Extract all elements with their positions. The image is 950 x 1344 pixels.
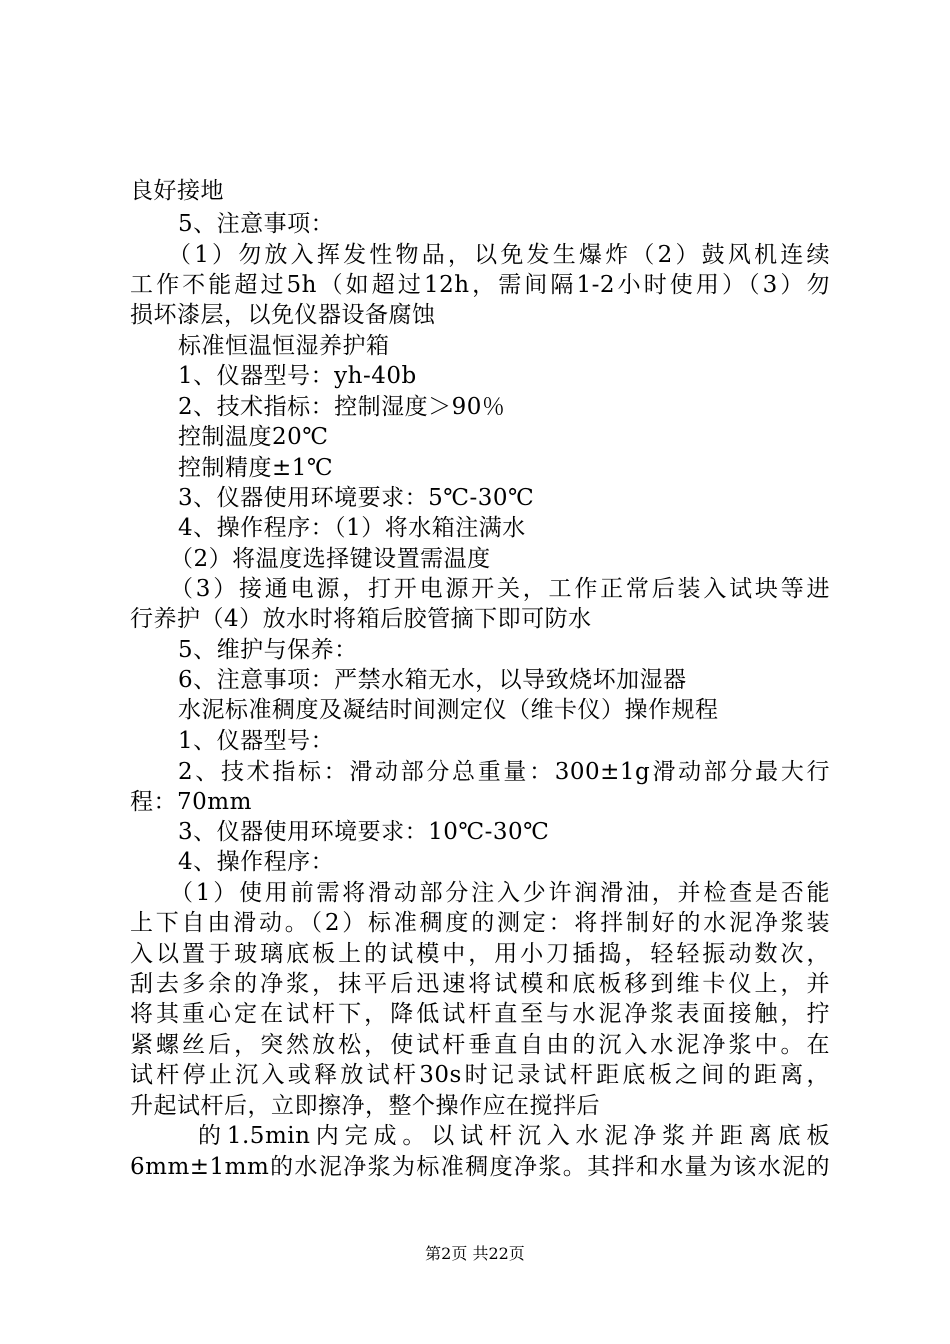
text-line: （1）勿放入挥发性物品，以免发生爆炸（2）鼓风机连续 xyxy=(168,242,830,268)
text-line: 5、注意事项： xyxy=(178,211,335,237)
text-line: 4、操作程序： xyxy=(178,849,335,875)
text-line: 3、仪器使用环境要求：5℃-30℃ xyxy=(178,485,535,511)
text-line: 标准恒温恒湿养护箱 xyxy=(178,333,390,359)
text-line: 刮去多余的净浆，抹平后迅速将试模和底板移到维卡仪上，并 xyxy=(130,971,830,997)
text-line: 2、技术指标：控制湿度＞90％ xyxy=(178,394,506,420)
text-line: （2）将温度选择键设置需温度 xyxy=(170,546,491,572)
text-line: 1、仪器型号： xyxy=(178,728,335,754)
text-line: 5、维护与保养： xyxy=(178,637,358,663)
text-line: 行养护（4）放水时将箱后胶管摘下即可防水 xyxy=(130,606,592,632)
text-line: 4、操作程序：（1）将水箱注满水 xyxy=(178,515,526,541)
text-line: 6、注意事项：严禁水箱无水，以导致烧坏加湿器 xyxy=(178,667,687,693)
text-line: 试杆停止沉入或释放试杆30s时记录试杆距底板之间的距离， xyxy=(130,1062,830,1088)
text-line: 紧螺丝后，突然放松，使试杆垂直自由的沉入水泥净浆中。在 xyxy=(130,1032,830,1058)
text-line: 1、仪器型号：yh-40b xyxy=(178,363,417,389)
text-line: 升起试杆后，立即擦净，整个操作应在搅拌后 xyxy=(130,1093,600,1119)
text-line: 3、仪器使用环境要求：10℃-30℃ xyxy=(178,819,550,845)
page-footer: 第2页 共22页 xyxy=(425,1244,525,1263)
text-line: 6mm±1mm的水泥净浆为标准稠度净浆。其拌和水量为该水泥的 xyxy=(130,1154,830,1180)
text-line: 入以置于玻璃底板上的试模中，用小刀插捣，轻轻振动数次， xyxy=(130,941,830,967)
text-line: （1）使用前需将滑动部分注入少许润滑油，并检查是否能 xyxy=(170,880,830,906)
text-line: （3）接通电源，打开电源开关，工作正常后装入试块等进 xyxy=(170,576,830,602)
text-line: 损坏漆层，以免仪器设备腐蚀 xyxy=(130,302,436,328)
text-line: 2、技术指标：滑动部分总重量：300±1g滑动部分最大行 xyxy=(178,759,830,785)
text-line: 将其重心定在试杆下，降低试杆直至与水泥净浆表面接触，拧 xyxy=(130,1001,830,1027)
text-line: 上下自由滑动。（2）标准稠度的测定：将拌制好的水泥净浆装 xyxy=(130,910,830,936)
text-line: 的1.5min内完成。以试杆沉入水泥净浆并距离底板 xyxy=(198,1123,830,1149)
text-line: 水泥标准稠度及凝结时间测定仪（维卡仪）操作规程 xyxy=(178,697,719,723)
text-line: 控制温度20℃ xyxy=(178,424,329,450)
text-line: 控制精度±1℃ xyxy=(178,455,334,481)
text-line: 程：70mm xyxy=(130,789,252,815)
text-line: 工作不能超过5h（如超过12h，需间隔1-2小时使用）（3）勿 xyxy=(130,272,830,298)
text-line: 良好接地 xyxy=(130,178,224,204)
